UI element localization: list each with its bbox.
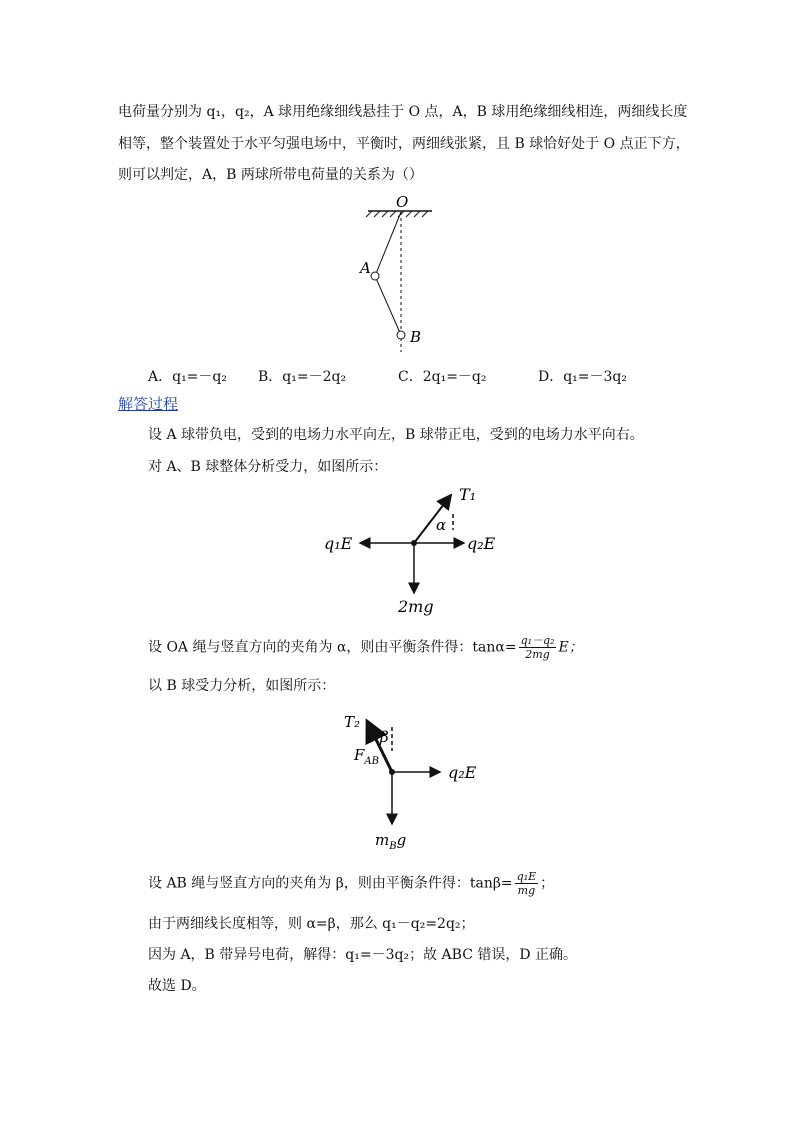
fraction-denominator: 2mg bbox=[525, 648, 550, 661]
solution-p5-text: 设 AB 绳与竖直方向的夹角为 β，则由平衡条件得：tanβ= bbox=[148, 875, 513, 892]
label-q2E-B: q₂E bbox=[448, 763, 477, 782]
label-mBg: $m_Bg$ bbox=[375, 831, 407, 852]
fraction-tan-beta bbox=[515, 870, 538, 897]
label-q1E: q₁E bbox=[324, 534, 353, 553]
label-beta: β bbox=[380, 728, 389, 746]
option-d[interactable]: D．q₁=－3q₂ bbox=[538, 369, 628, 385]
solution-p5 bbox=[148, 870, 554, 897]
solution-p1: 设 A 球带负电，受到的电场力水平向左，B 球带正电，受到的电场力水平向右。 bbox=[148, 427, 644, 443]
label-B: B bbox=[410, 328, 422, 346]
solution-p2: 对 A、B 球整体分析受力，如图所示： bbox=[148, 459, 388, 475]
label-FAB: $F_{AB}$ bbox=[354, 746, 379, 767]
solution-heading: 解答过程 bbox=[118, 395, 179, 413]
fraction-numerator-2: q₁E bbox=[516, 870, 537, 883]
label-alpha: α bbox=[436, 516, 447, 534]
option-a[interactable]: A．q₁=－q₂ bbox=[148, 369, 227, 385]
solution-p3-text: 设 OA 绳与竖直方向的夹角为 α，则由平衡条件得：tanα= bbox=[148, 639, 517, 656]
label-A: A bbox=[360, 259, 371, 277]
solution-p6: 由于两细线长度相等，则 α=β，那么 q₁－q₂=2q₂； bbox=[148, 916, 475, 932]
label-q2E: q₂E bbox=[467, 534, 496, 553]
fraction-denominator-2: mg bbox=[517, 884, 536, 897]
question-line-2: 相等，整个装置处于水平匀强电场中，平衡时，两细线张紧，且 B 球恰好处于 O 点正下方， bbox=[118, 136, 690, 152]
label-O: O bbox=[396, 193, 409, 211]
question-line-3: 则可以判定，A，B 两球所带电荷量的关系为（） bbox=[118, 167, 423, 183]
option-b[interactable]: B．q₁=－2q₂ bbox=[258, 369, 347, 385]
solution-p8: 故选 D。 bbox=[148, 978, 206, 994]
center-dot-B bbox=[389, 769, 395, 775]
label-T2: T₂ bbox=[344, 713, 361, 731]
option-c[interactable]: C．2q₁=－q₂ bbox=[398, 369, 487, 385]
solution-p5-tail: ； bbox=[540, 875, 555, 892]
label-T1: T₁ bbox=[459, 485, 477, 504]
solution-p7: 因为 A，B 带异号电荷，解得：q₁=－3q₂；故 ABC 错误，D 正确。 bbox=[148, 947, 578, 963]
solution-p4: 以 B 球受力分析，如图所示： bbox=[148, 678, 336, 694]
question-line-1: 电荷量分别为 q₁，q₂，A 球用绝缘细线悬挂于 O 点，A，B 球用绝缘细线相连，两细线长度 bbox=[118, 104, 688, 120]
solution-p3-tail: E； bbox=[558, 639, 583, 656]
label-2mg: 2mg bbox=[398, 597, 434, 616]
fraction-numerator: q₁－q₂ bbox=[520, 634, 555, 647]
